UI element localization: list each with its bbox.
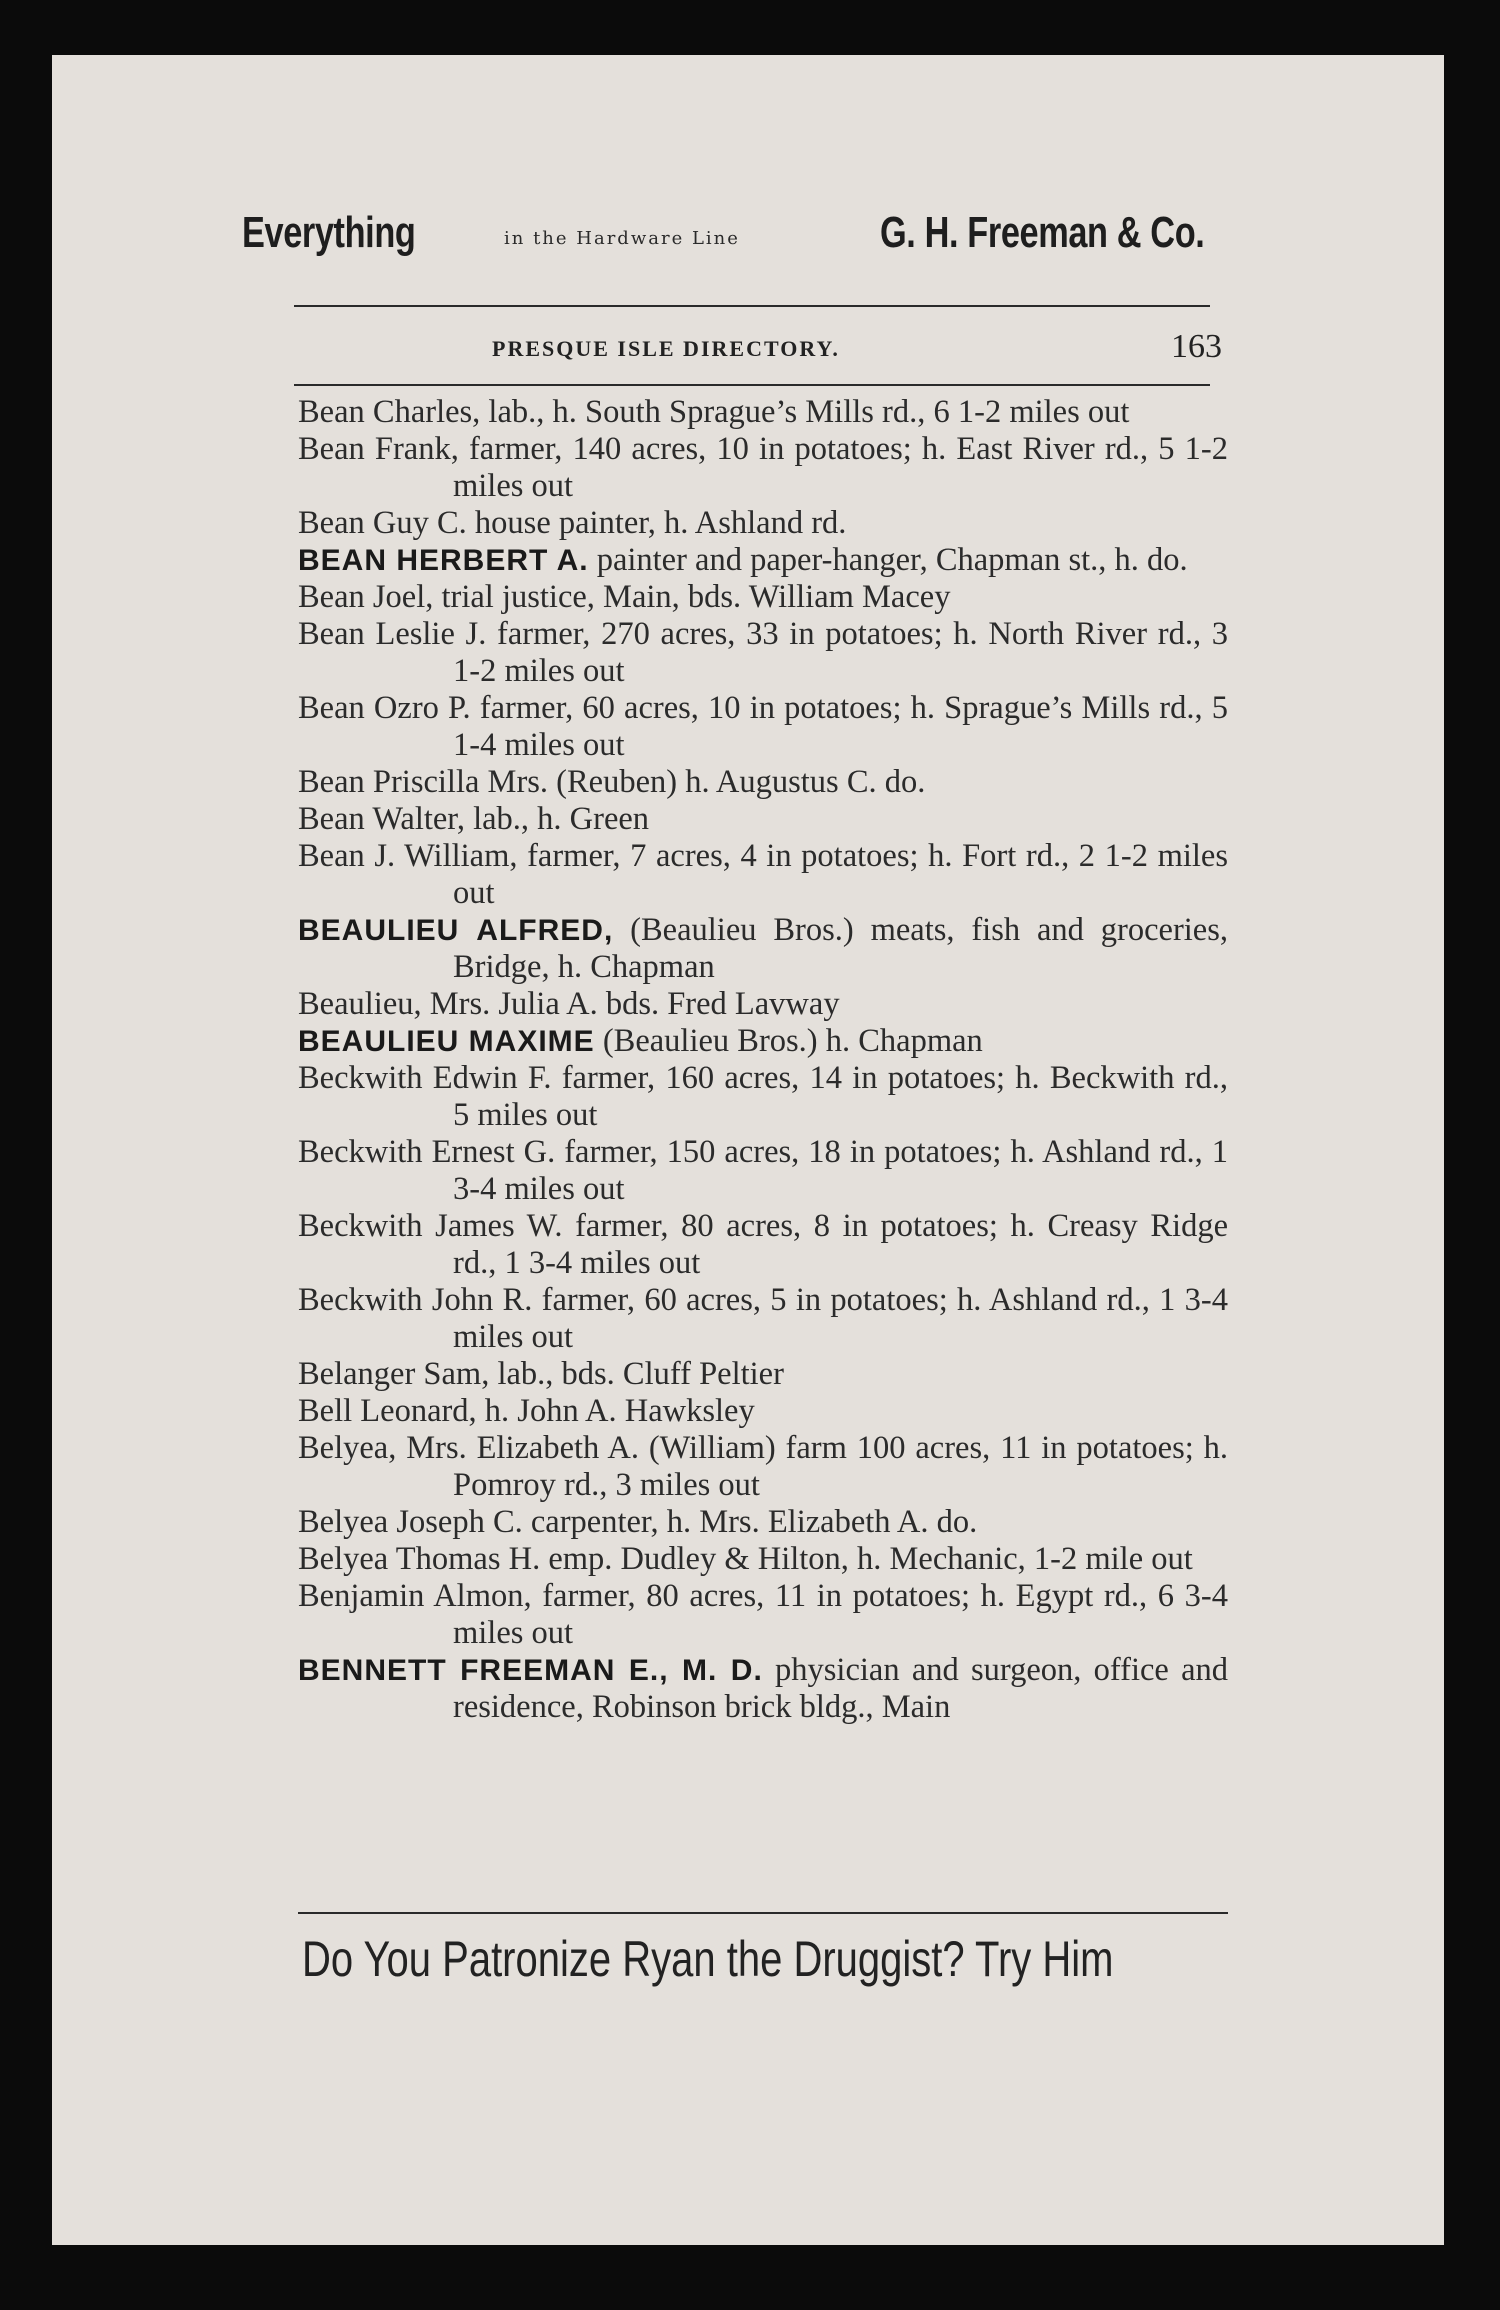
directory-entry [298, 394, 1228, 431]
entry-text: Bean Priscilla Mrs. (Reuben) h. Augustus C. do. [298, 764, 926, 800]
entry-text: physician and surgeon, office and residence, Robinson brick bldg., Main [453, 1652, 1229, 1725]
footer-ad-text: Do You Patronize Ryan the Druggist? Try Him [302, 1931, 1114, 1987]
directory-entry [298, 1356, 1228, 1393]
directory-entry [298, 1652, 1228, 1726]
entry-text: painter and paper-hanger, Chapman st., h. do. [588, 542, 1188, 578]
directory-entry [298, 764, 1228, 801]
entry-text: Bell Leonard, h. John A. Hawksley [298, 1393, 755, 1429]
entry-text: Bean Leslie J. farmer, 270 acres, 33 in potatoes; h. North River rd., 3 1-2 miles out [298, 616, 1228, 689]
directory-entry [298, 1023, 1228, 1060]
entry-text: Beaulieu, Mrs. Julia A. bds. Fred Lavway [298, 986, 840, 1022]
header-ad-everything: Everything [242, 208, 416, 257]
entry-text: Beckwith James W. farmer, 80 acres, 8 in potatoes; h. Creasy Ridge rd., 1 3-4 miles out [298, 1208, 1228, 1281]
header-rule [294, 305, 1210, 307]
entry-text: Bean Frank, farmer, 140 acres, 10 in potatoes; h. East River rd., 5 1-2 miles out [298, 431, 1228, 504]
entry-text: (Beaulieu Bros.) h. Chapman [594, 1023, 983, 1059]
running-head-rule [294, 384, 1210, 386]
entry-text: Bean J. William, farmer, 7 acres, 4 in potatoes; h. Fort rd., 2 1-2 miles out [298, 838, 1228, 911]
entry-text: Bean Charles, lab., h. South Sprague’s Mills rd., 6 1-2 miles out [298, 394, 1130, 430]
directory-title: PRESQUE ISLE DIRECTORY. [492, 336, 840, 361]
directory-entry [298, 542, 1228, 579]
directory-entry [298, 1578, 1228, 1652]
entry-name-bold: BENNETT FREEMAN E., M. D. [298, 1654, 763, 1687]
entry-name-bold: BEAULIEU MAXIME [298, 1025, 595, 1058]
entry-text: Beckwith Edwin F. farmer, 160 acres, 14 in potatoes; h. Beckwith rd., 5 miles out [298, 1060, 1228, 1133]
directory-entry [298, 1208, 1228, 1282]
entry-name-bold: BEAN HERBERT A. [298, 544, 589, 577]
entry-text: Benjamin Almon, farmer, 80 acres, 11 in potatoes; h. Egypt rd., 6 3-4 miles out [298, 1578, 1228, 1651]
directory-entry [298, 1504, 1228, 1541]
directory-entry [298, 1541, 1228, 1578]
directory-entry [298, 1282, 1228, 1356]
directory-entry [298, 1134, 1228, 1208]
directory-entry [298, 505, 1228, 542]
entry-text: Belyea Thomas H. emp. Dudley & Hilton, h. Mechanic, 1-2 mile out [298, 1541, 1193, 1577]
directory-entry [298, 431, 1228, 505]
footer-advertisement [302, 1930, 1232, 2010]
header-ad-freeman: G. H. Freeman & Co. [880, 208, 1205, 257]
entry-text: Belyea Joseph C. carpenter, h. Mrs. Elizabeth A. do. [298, 1504, 978, 1540]
entry-name-bold: BEAULIEU ALFRED, [298, 914, 614, 947]
directory-entry [298, 801, 1228, 838]
directory-entry [298, 616, 1228, 690]
directory-entry [298, 1060, 1228, 1134]
footer-rule [298, 1912, 1228, 1914]
directory-entry [298, 690, 1228, 764]
directory-entry [298, 579, 1228, 616]
directory-entry [298, 912, 1228, 986]
header-ad-hardware-line: in the Hardware Line [504, 228, 740, 249]
directory-entries [298, 394, 1228, 1726]
directory-entry [298, 1393, 1228, 1430]
entry-text: Bean Walter, lab., h. Green [298, 801, 650, 837]
directory-entry [298, 838, 1228, 912]
entry-text: Bean Joel, trial justice, Main, bds. William Macey [298, 579, 951, 615]
directory-entry [298, 986, 1228, 1023]
entry-text: (Beaulieu Bros.) meats, fish and groceries, Bridge, h. Chapman [453, 912, 1228, 985]
page-number: 163 [1171, 328, 1222, 365]
entry-text: Bean Ozro P. farmer, 60 acres, 10 in potatoes; h. Sprague’s Mills rd., 5 1-4 miles out [298, 690, 1228, 763]
entry-text: Belyea, Mrs. Elizabeth A. (William) farm 100 acres, 11 in potatoes; h. Pomroy rd., 3 miles out [298, 1430, 1228, 1503]
entry-text: Bean Guy C. house painter, h. Ashland rd. [298, 505, 847, 541]
directory-entry [298, 1430, 1228, 1504]
entry-text: Belanger Sam, lab., bds. Cluff Peltier [298, 1356, 784, 1392]
running-head [242, 328, 1222, 368]
entry-text: Beckwith John R. farmer, 60 acres, 5 in potatoes; h. Ashland rd., 1 3-4 miles out [298, 1282, 1228, 1355]
entry-text: Beckwith Ernest G. farmer, 150 acres, 18 in potatoes; h. Ashland rd., 1 3-4 miles out [298, 1134, 1228, 1207]
header-advertisement [242, 178, 1222, 304]
